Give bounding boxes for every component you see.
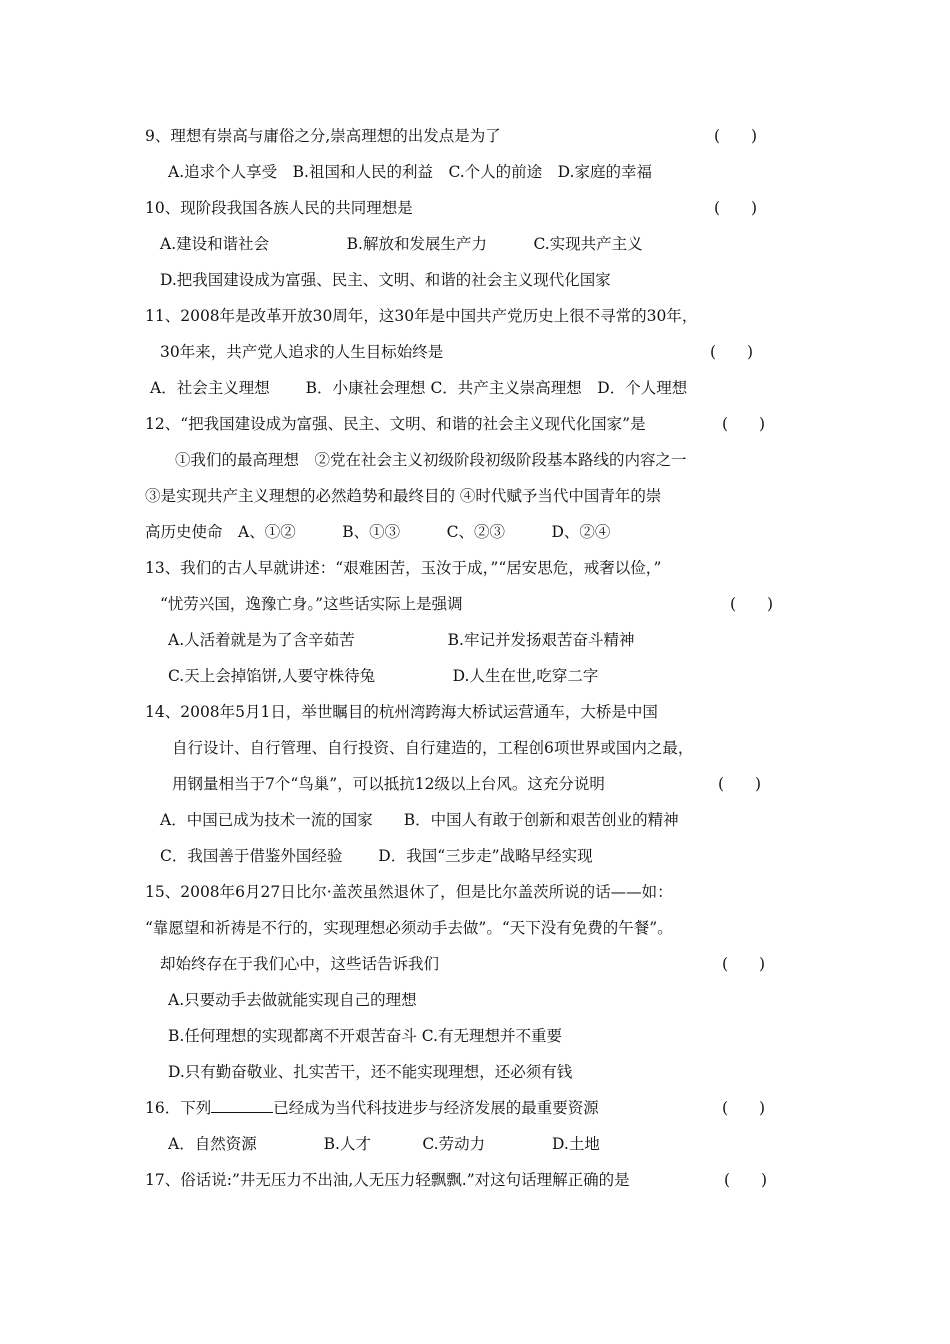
question-11-options: A．社会主义理想 B．小康社会理想 C．共产主义崇高理想 D．个人理想 <box>150 379 688 397</box>
question-10-options-row2: D.把我国建设成为富强、民主、文明、和谐的社会主义现代化国家 <box>160 271 611 289</box>
question-13-options-row1: A.人活着就是为了含辛茹苦 B.牢记并发扬艰苦奋斗精神 <box>168 631 635 649</box>
question-10-stem: 10、现阶段我国各族人民的共同理想是 <box>145 199 413 217</box>
question-13-options-row2: C.天上会掉馅饼,人要守株待兔 D.人生在世,吃穿二字 <box>168 667 599 685</box>
question-12-stem-line3: ③是实现共产主义理想的必然趋势和最终目的 ④时代赋予当代中国青年的崇 <box>145 487 662 505</box>
answer-paren-q17: ( ) <box>724 1171 768 1189</box>
question-15-stem-line2: “靠愿望和祈祷是不行的，实现理想必须动手去做”。“天下没有免费的午餐”。 <box>145 919 673 937</box>
answer-paren-q14: ( ) <box>718 775 762 793</box>
answer-paren-q9: ( ) <box>714 127 758 145</box>
answer-paren-q12: ( ) <box>722 415 766 433</box>
question-16-options: A．自然资源 B.人才 C.劳动力 D.土地 <box>168 1135 600 1153</box>
question-9-stem: 9、理想有崇高与庸俗之分,崇高理想的出发点是为了 <box>145 127 501 145</box>
question-15-option-b-c: B.任何理想的实现都离不开艰苦奋斗 C.有无理想并不重要 <box>168 1027 562 1045</box>
answer-paren-q15: ( ) <box>722 955 766 973</box>
question-15-stem-line1: 15、2008年6月27日比尔·盖茨虽然退休了，但是比尔盖茨所说的话——如： <box>145 883 673 901</box>
question-13-stem-line1: 13、我们的古人早就讲述：“艰难困苦，玉汝于成，”“居安思危，戒奢以俭，” <box>145 559 662 577</box>
question-9-options: A.追求个人享受 B.祖国和人民的利益 C.个人的前途 D.家庭的幸福 <box>168 163 652 181</box>
question-16-stem-start: 16．下列 <box>145 1099 212 1117</box>
question-12-stem-line2: ①我们的最高理想 ②党在社会主义初级阶段初级阶段基本路线的内容之一 <box>175 451 687 469</box>
question-11-stem-line2: 30年来，共产党人追求的人生目标始终是 <box>160 343 444 361</box>
question-14-options-row2: C．我国善于借鉴外国经验 D．我国“三步走”战略早经实现 <box>160 847 593 865</box>
question-14-stem-line1: 14、2008年5月1日，举世瞩目的杭州湾跨海大桥试运营通车，大桥是中国 <box>145 703 658 721</box>
question-16-stem-end: 已经成为当代科技进步与经济发展的最重要资源 <box>273 1099 599 1117</box>
question-14-options-row1: A．中国已成为技术一流的国家 B．中国人有敢于创新和艰苦创业的精神 <box>160 811 679 829</box>
question-14-stem-line2: 自行设计、自行管理、自行投资、自行建造的，工程创6项世界或国内之最， <box>172 739 694 757</box>
question-17-stem: 17、俗话说:”井无压力不出油,人无压力轻飘飘.”对这句话理解正确的是 <box>145 1171 630 1189</box>
question-13-stem-line2: “忧劳兴国，逸豫亡身。”这些话实际上是强调 <box>160 595 463 613</box>
question-15-option-a: A.只要动手去做就能实现自己的理想 <box>168 991 417 1009</box>
answer-paren-q13: ( ) <box>730 595 774 613</box>
question-12-stem-line4: 高历史使命 A、①② B、①③ C、②③ D、②④ <box>145 523 611 541</box>
answer-paren-q11: ( ) <box>710 343 754 361</box>
question-16-stem <box>145 1098 599 1118</box>
answer-paren-q16: ( ) <box>722 1099 766 1117</box>
answer-paren-q10: ( ) <box>714 199 758 217</box>
question-10-options-row1: A.建设和谐社会 B.解放和发展生产力 C.实现共产主义 <box>160 235 643 253</box>
fill-in-blank <box>211 1098 273 1113</box>
question-14-stem-line3: 用钢量相当于7个“鸟巢”，可以抵抗12级以上台风。这充分说明 <box>172 775 605 793</box>
question-11-stem-line1: 11、2008年是改革开放30周年，这30年是中国共产党历史上很不寻常的30年， <box>145 307 698 325</box>
question-12-stem-line1: 12、“把我国建设成为富强、民主、文明、和谐的社会主义现代化国家”是 <box>145 415 646 433</box>
question-15-stem-line3: 却始终存在于我们心中，这些话告诉我们 <box>160 955 440 973</box>
question-15-option-d: D.只有勤奋敬业、扎实苦干，还不能实现理想，还必须有钱 <box>168 1063 573 1081</box>
